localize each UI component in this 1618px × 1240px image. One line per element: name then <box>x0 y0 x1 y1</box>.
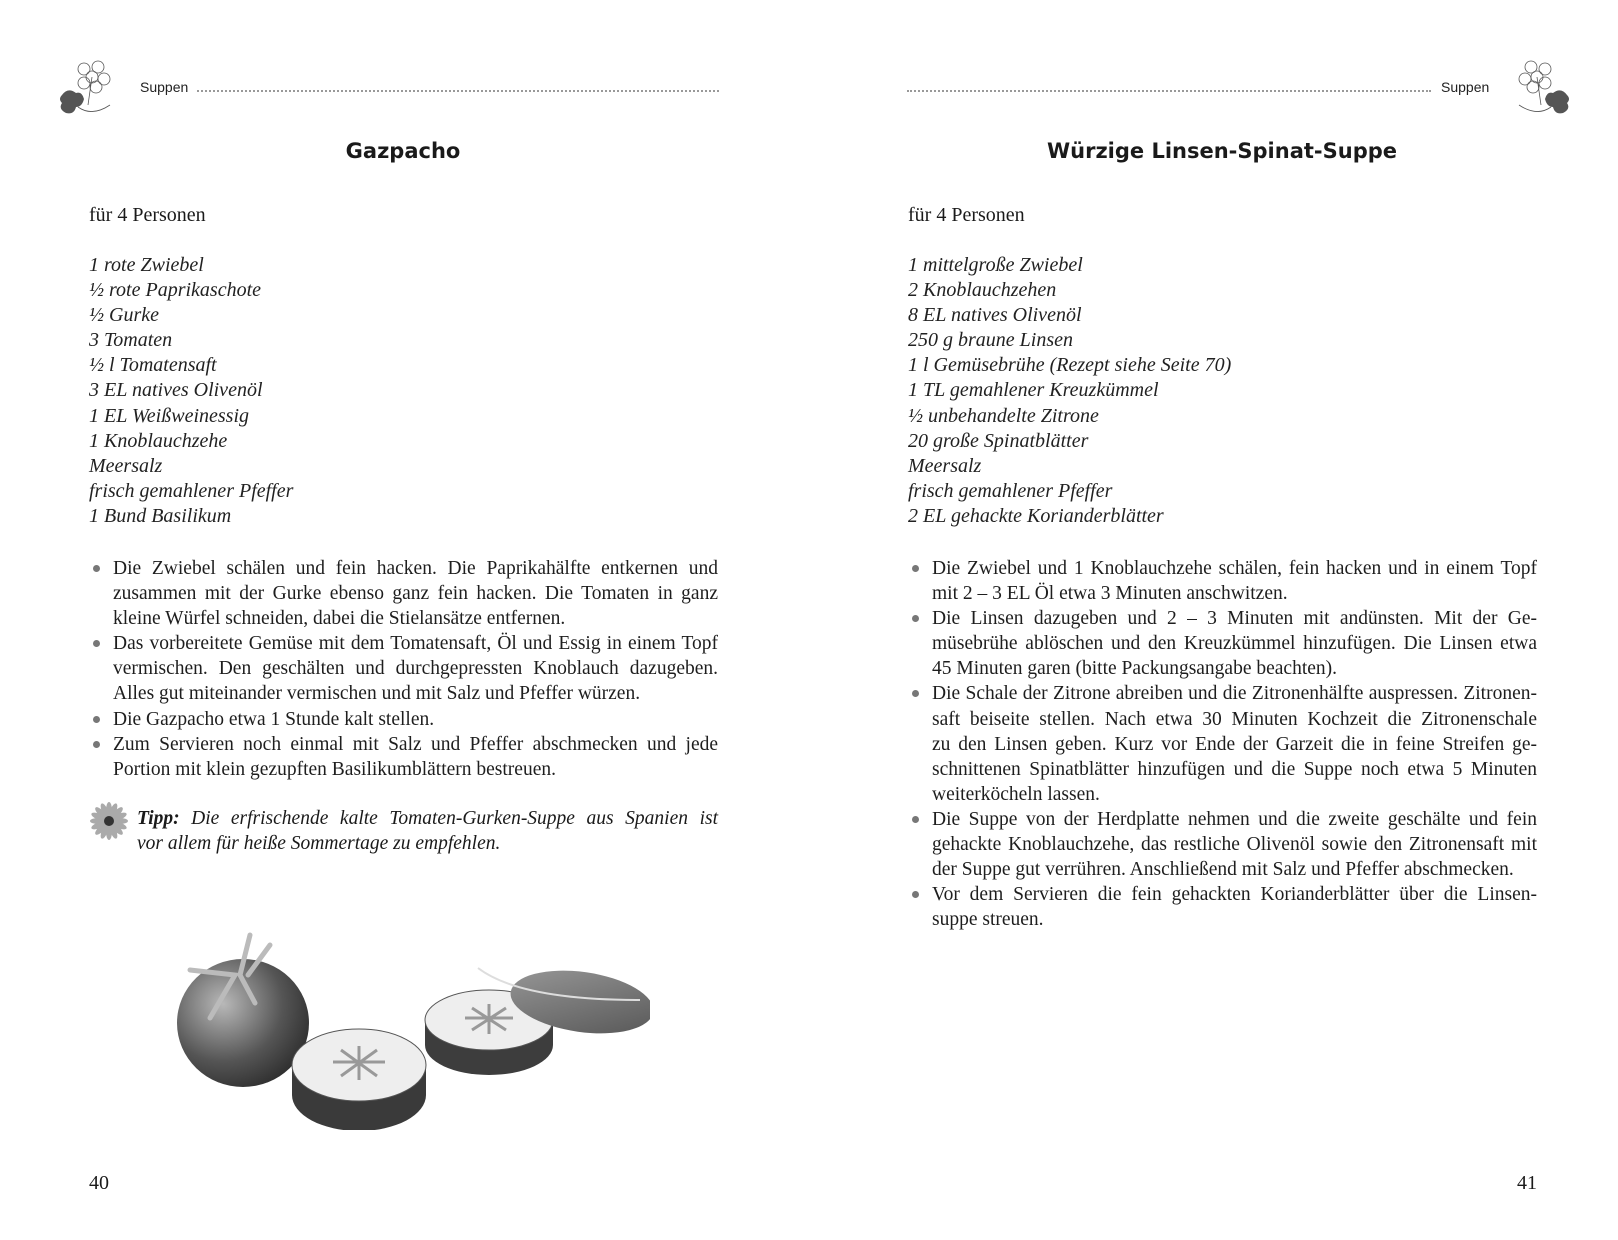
tomato <box>177 935 309 1087</box>
step-line: saft beiseite stellen. Nach etwa 30 Minuten Kochzeit die Zitronenschale <box>932 708 1537 730</box>
servings: für 4 Personen <box>89 204 206 226</box>
ingredient-item: 1 l Gemüsebrühe (Rezept siehe Seite 70) <box>908 354 1232 377</box>
step-line: kleine Würfel schneiden, dabei die Stielansätze entfernen. <box>113 608 566 630</box>
step-item <box>113 631 718 706</box>
step-list <box>113 556 718 782</box>
bullet-icon <box>93 716 100 723</box>
ingredient-item: Meersalz <box>89 454 163 477</box>
step-item <box>113 707 718 732</box>
step-line: Die Schale der Zitrone abreiben und die Zitronenhälfte auspressen. Zitronen- <box>932 683 1537 705</box>
step-item <box>932 681 1537 806</box>
page-number: 41 <box>1517 1172 1537 1194</box>
vegetable-illustration <box>170 930 650 1130</box>
step-list <box>932 556 1537 932</box>
page-number: 40 <box>89 1172 109 1194</box>
ingredient-item: 1 EL Weißweinessig <box>89 404 250 427</box>
ingredient-item: 2 Knoblauchzehen <box>908 279 1057 302</box>
step-line: gehackte Knoblauchzehe, das restliche Olivenöl sowie den Zitronensaft mit <box>932 834 1537 856</box>
running-head: Suppen <box>140 79 189 95</box>
step-line: Alles gut miteinander vermischen und mit Salz und Pfeffer würzen. <box>113 683 641 705</box>
ingredient-item: 1 Bund Basilikum <box>89 504 232 527</box>
step-item <box>113 556 718 631</box>
cucumber-slice <box>292 1029 426 1130</box>
step-line: müsebrühe ablöschen und den Kreuzkümmel hinzufügen. Die Linsen etwa <box>932 633 1537 655</box>
bullet-icon <box>912 615 919 622</box>
step-line: mit 2 – 3 EL Öl etwa 3 Minuten anschwitzen. <box>932 583 1288 605</box>
bullet-icon <box>912 891 919 898</box>
ingredient-list <box>908 253 1231 529</box>
bullet-icon <box>912 816 919 823</box>
ingredient-item: 2 EL gehackte Korianderblätter <box>908 504 1164 527</box>
ingredient-item: 20 große Spinatblätter <box>908 429 1089 452</box>
bullet-icon <box>93 565 100 572</box>
ingredient-item: 1 TL gemahlener Kreuzkümmel <box>908 379 1159 402</box>
ingredient-item: Meersalz <box>908 454 982 477</box>
step-line: vermischen. Den geschälten und durchgepressten Knoblauch dazugeben. <box>113 658 718 680</box>
ingredient-item: 1 Knoblauchzehe <box>89 429 228 452</box>
recipe-title: Würzige Linsen-Spinat-Suppe <box>1046 139 1398 163</box>
step-line: Portion mit klein gezupften Basilikumblättern bestreuen. <box>113 758 556 780</box>
header-divider <box>907 90 1431 92</box>
ingredient-item: ½ Gurke <box>89 304 159 327</box>
ingredient-item: 250 g braune Linsen <box>908 329 1073 352</box>
ingredient-item: 1 mittelgroße Zwiebel <box>908 254 1083 276</box>
step-line: Die Zwiebel und 1 Knoblauchzehe schälen, fein hacken und in einem Topf <box>932 558 1537 579</box>
step-line: Die Linsen dazugeben und 2 – 3 Minuten mit andünsten. Mit der Ge- <box>932 608 1537 630</box>
ingredient-item: 8 EL natives Olivenöl <box>908 304 1082 327</box>
step-line: zusammen mit der Gurke ebenso ganz fein hacken. Die Tomaten in ganz <box>113 583 718 605</box>
running-head: Suppen <box>1441 79 1490 95</box>
ingredient-item: ½ rote Paprikaschote <box>89 279 262 302</box>
recipe-title: Gazpacho <box>345 139 461 163</box>
herb-flower-icon <box>1509 55 1571 119</box>
bullet-icon <box>912 690 919 697</box>
step-line: Die Gazpacho etwa 1 Stunde kalt stellen. <box>113 708 435 730</box>
tip-flower-icon <box>89 801 129 841</box>
herb-flower-icon <box>58 55 120 119</box>
bullet-icon <box>912 565 919 572</box>
step-line: Vor dem Servieren die fein gehackten Korianderblätter über die Linsen- <box>932 884 1537 906</box>
step-line: Die Zwiebel schälen und fein hacken. Die Paprikahälfte entkernen und <box>113 558 718 579</box>
ingredient-item: ½ l Tomatensaft <box>89 354 217 377</box>
step-line: zu den Linsen geben. Kurz vor Ende der Garzeit die in feine Streifen ge- <box>932 733 1537 755</box>
step-line: Das vorbereitete Gemüse mit dem Tomatensaft, Öl und Essig in einem Topf <box>113 633 718 655</box>
step-line: Zum Servieren noch einmal mit Salz und Pfeffer abschmecken und jede <box>113 733 718 755</box>
ingredient-item: ½ unbehandelte Zitrone <box>908 404 1099 427</box>
ingredient-item: 1 rote Zwiebel <box>89 254 204 276</box>
tip-label: Tipp: <box>137 808 180 829</box>
step-line: der Suppe gut verrühren. Anschließend mit Salz und Pfeffer abschmecken. <box>932 859 1514 881</box>
step-item <box>932 606 1537 681</box>
step-item <box>932 882 1537 932</box>
ingredient-item: frisch gemahlener Pfeffer <box>89 479 294 502</box>
step-line: weiterköcheln lassen. <box>932 783 1100 805</box>
bullet-icon <box>93 640 100 647</box>
step-line: 45 Minuten garen (bitte Packungsangabe beachten). <box>932 658 1338 680</box>
ingredient-item: 3 EL natives Olivenöl <box>89 379 263 402</box>
step-item <box>932 807 1537 882</box>
ingredient-item: 3 Tomaten <box>89 329 173 352</box>
step-item <box>113 732 718 782</box>
step-line: schnittenen Spinatblätter hinzufügen und die Suppe noch etwa 5 Minuten <box>932 758 1537 780</box>
ingredient-item: frisch gemahlener Pfeffer <box>908 479 1113 502</box>
servings: für 4 Personen <box>908 204 1025 226</box>
tip-text-line: vor allem für heiße Sommertage zu empfehlen. <box>137 833 501 855</box>
bullet-icon <box>93 741 100 748</box>
tip-text-line: Die erfrischende kalte Tomaten-Gurken-Suppe aus Spanien ist <box>191 808 718 829</box>
step-line: suppe streuen. <box>932 909 1044 931</box>
header-divider <box>197 90 719 92</box>
tip-box <box>137 806 718 856</box>
ingredient-list <box>89 253 293 529</box>
step-item <box>932 556 1537 606</box>
step-line: Die Suppe von der Herdplatte nehmen und die zweite geschälte und fein <box>932 808 1537 830</box>
right-page <box>809 0 1618 1240</box>
